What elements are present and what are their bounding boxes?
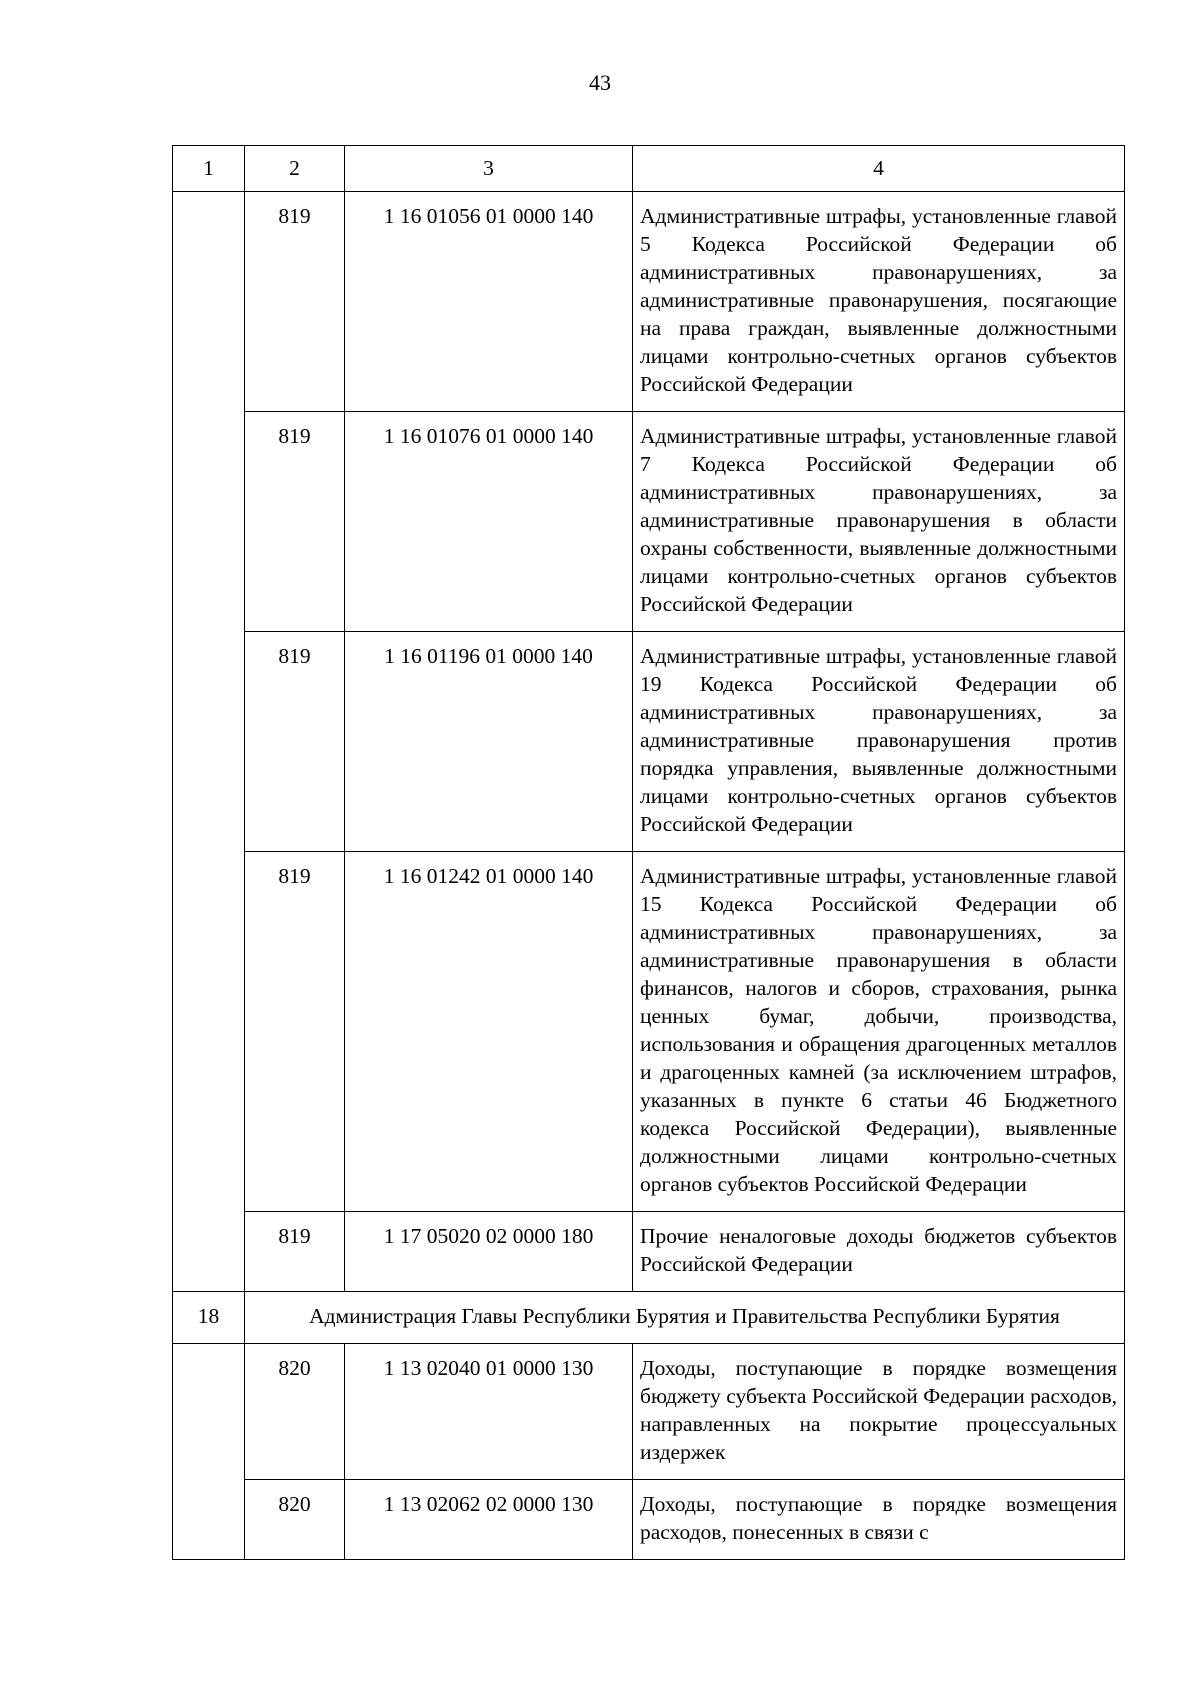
header-col-4: 4 [633,146,1125,192]
description-cell: Доходы, поступающие в порядке возмещения бюджету субъекта Российской Федерации расходов, направленных на покрытие процессуальных издержек [633,1344,1125,1480]
admin-code-cell: 819 [245,1212,345,1292]
group-number-cell [173,192,245,1292]
admin-code-cell: 820 [245,1480,345,1560]
description-cell: Административные штрафы, установленные главой 5 Кодекса Российской Федерации об административных правонарушениях, за административные правонарушения, посягающие на права граждан, выявленные должностными лицами контрольно-счетных органов субъектов Российской Федерации [633,192,1125,412]
header-col-2: 2 [245,146,345,192]
description-cell: Административные штрафы, установленные главой 19 Кодекса Российской Федерации об административных правонарушениях, за административные правонарушения против порядка управления, выявленные должностными лицами контрольно-счетных органов субъектов Российской Федерации [633,632,1125,852]
table-row [173,412,1125,632]
header-col-3: 3 [345,146,633,192]
table-row [173,1480,1125,1560]
admin-code-cell: 820 [245,1344,345,1480]
description-cell: Административные штрафы, установленные главой 15 Кодекса Российской Федерации об административных правонарушениях, за административные правонарушения в области финансов, налогов и сборов, страхования, рынка ценных бумаг, добычи, производства, использования и обращения драгоценных металлов и драгоценных камней (за исключением штрафов, указанных в пункте 6 статьи 46 Бюджетного кодекса Российской Федерации), выявленные должностными лицами контрольно-счетных органов субъектов Российской Федерации [633,852,1125,1212]
table-row [173,1344,1125,1480]
table-row [173,192,1125,412]
budget-code-cell: 1 13 02040 01 0000 130 [345,1344,633,1480]
budget-code-cell: 1 16 01056 01 0000 140 [345,192,633,412]
table-body [173,192,1125,1560]
admin-code-cell: 819 [245,632,345,852]
table-row [173,632,1125,852]
description-cell: Административные штрафы, установленные главой 7 Кодекса Российской Федерации об административных правонарушениях, за административные правонарушения в области охраны собственности, выявленные должностными лицами контрольно-счетных органов субъектов Российской Федерации [633,412,1125,632]
section-title: Администрация Главы Республики Бурятия и Правительства Республики Бурятия [245,1292,1125,1344]
budget-code-cell: 1 17 05020 02 0000 180 [345,1212,633,1292]
description-cell: Прочие неналоговые доходы бюджетов субъектов Российской Федерации [633,1212,1125,1292]
page-number: 43 [589,70,611,95]
table-header [173,146,1125,192]
budget-code-cell: 1 13 02062 02 0000 130 [345,1480,633,1560]
header-col-1: 1 [173,146,245,192]
budget-codes-table [172,145,1125,1560]
table-row [173,852,1125,1212]
section-number: 18 [173,1292,245,1344]
budget-code-cell: 1 16 01076 01 0000 140 [345,412,633,632]
header-row [173,146,1125,192]
admin-code-cell: 819 [245,192,345,412]
budget-code-cell: 1 16 01242 01 0000 140 [345,852,633,1212]
group-number-cell [173,1344,245,1560]
budget-code-cell: 1 16 01196 01 0000 140 [345,632,633,852]
admin-code-cell: 819 [245,412,345,632]
section-row [173,1292,1125,1344]
description-cell: Доходы, поступающие в порядке возмещения расходов, понесенных в связи с [633,1480,1125,1560]
table-row [173,1212,1125,1292]
admin-code-cell: 819 [245,852,345,1212]
